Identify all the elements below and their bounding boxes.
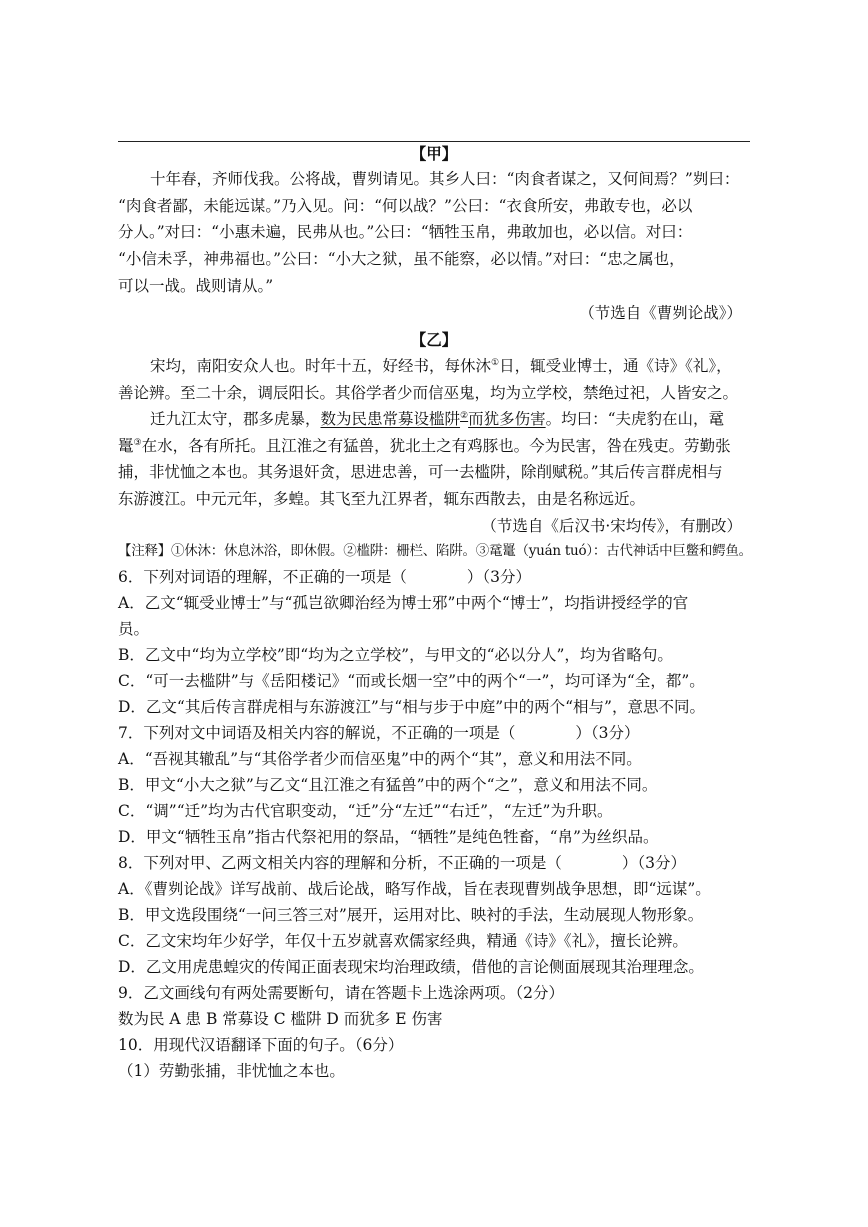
passage-jia-line-2: “肉食者鄙，未能远谋。”乃入见。问：“何以战？”公曰：“衣食所安，弗敢专也，必以 xyxy=(118,197,693,215)
question-10-stem: 10．用现代汉语翻译下面的句子。（6分） xyxy=(118,1036,404,1054)
passage-jia-line-5: 可以一战。战则请从。” xyxy=(118,277,274,295)
question-8-option-a: A．《曹刿论战》详写战前、战后论战，略写作战，旨在表现曹刿战争思想，即“远谋”。 xyxy=(118,880,711,898)
question-10-item-1: （1）劳勤张捕，非忧恤之本也。 xyxy=(118,1062,345,1080)
question-9-stem: 9．乙文画线句有两处需要断句，请在答题卡上选涂两项。（2分） xyxy=(118,984,564,1002)
question-7-option-c: C．“调”“迁”均为古代官职变动，“迁”分“左迁”“右迁”，“左迁”为升职。 xyxy=(118,802,613,820)
question-6-option-a-cont: 员。 xyxy=(118,620,150,638)
passage-yi-source: （节选自《后汉书·宋均传》，有删改） xyxy=(481,517,742,535)
question-6-option-c: C．“可一去槛阱”与《岳阳楼记》“而或长烟一空”中的两个“一”，均可译为“全，都”。 xyxy=(118,672,705,690)
passage-yi-title: 【乙】 xyxy=(410,330,458,349)
question-7-option-d: D．甲文“牺牲玉帛”指古代祭祀用的祭品，“牺牲”是纯色牲畜，“帛”为丝织品。 xyxy=(118,828,659,846)
question-8-stem: 8．下列对甲、乙两文相关内容的理解和分析，不正确的一项是（ ）（3分） xyxy=(118,854,686,872)
passage-yi-p2-line-2: 鼍③在水，各有所托。且江淮之有猛兽，犹北土之有鸡豚也。今为民害，咎在残吏。劳勤张 xyxy=(118,437,731,455)
question-6-stem: 6．下列对词语的理解，不正确的一项是（ ）（3分） xyxy=(118,568,531,586)
passage-yi-p1-line-2: 善论辨。至二十余，调辰阳长。其俗学者少而信巫鬼，均为立学校，禁绝过祀，人皆安之。 xyxy=(118,384,739,402)
question-8-option-d: D．乙文用虎患蝗灾的传闻正面表现宋均治理政绩，借他的言论侧面展现其治理理念。 xyxy=(118,958,704,976)
passage-yi-p2-line-4: 东游渡江。中元元年，多蝗。其飞至九江界者，辄东西散去，由是名称远近。 xyxy=(118,490,646,508)
question-7-option-b: B．甲文“小大之狱”与乙文“且江淮之有猛兽”中的两个“之”，意义和用法不同。 xyxy=(118,776,658,794)
passage-jia-line-4: “小信未孚，神弗福也。”公曰：“小大之狱，虽不能察，必以情。”对曰：“忠之属也， xyxy=(118,250,685,268)
underlined-sentence-part-2: 而犹多伤害 xyxy=(468,410,546,428)
passage-yi-p2-line-1: 迁九江太守，郡多虎暴，数为民患常募设槛阱②而犹多伤害。均曰：“夫虎豹在山，鼋 xyxy=(150,410,725,428)
underlined-sentence-part-1: 数为民患常募设槛阱 xyxy=(320,410,461,428)
passage-yi-p1-line-1: 宋均，南阳安众人也。时年十五，好经书，每休沐①日，辄受业博士，通《诗》《礼》， xyxy=(150,357,732,375)
question-8-option-c: C．乙文宋均年少好学，年仅十五岁就喜欢儒家经典，精通《诗》《礼》，擅长论辨。 xyxy=(118,932,688,950)
question-9-sentence: 数为民 A 患 B 常募设 C 槛阱 D 而犹多 E 伤害 xyxy=(118,1010,443,1028)
passage-jia-source: （节选自《曹刿论战》） xyxy=(579,304,742,322)
passage-jia-line-3: 分人。”对曰：“小惠未遍，民弗从也。”公曰：“牺牲玉帛，弗敢加也，必以信。对曰： xyxy=(118,223,693,241)
question-6-option-b: B．乙文中“均为立学校”即“均为之立学校”，与甲文的“必以分人”，均为省略句。 xyxy=(118,646,673,664)
question-7-stem: 7．下列对文中词语及相关内容的解说，不正确的一项是（ ）（3分） xyxy=(118,724,640,742)
footnote-marker-2: ② xyxy=(460,411,469,421)
question-8-option-b: B．甲文选段围绕“一问三答三对”展开，运用对比、映衬的手法，生动展现人物形象。 xyxy=(118,906,704,924)
question-6-option-a: A．乙文“辄受业博士”与“孤岂欲卿治经为博士邪”中两个“博士”，均指讲授经学的官 xyxy=(118,594,689,612)
passage-yi-p2-line-3: 捕，非忧恤之本也。其务退奸贪，思进忠善，可一去槛阱，除削赋税。”其后传言群虎相与 xyxy=(118,463,723,481)
footnote-marker-3: ③ xyxy=(133,438,142,448)
question-7-option-a: A．“吾视其辙乱”与“其俗学者少而信巫鬼”中的两个“其”，意义和用法不同。 xyxy=(118,750,642,768)
footnote-marker-1: ① xyxy=(491,358,500,368)
top-rule xyxy=(118,141,750,142)
passage-jia-line-1: 十年春，齐师伐我。公将战，曹刿请见。其乡人曰：“肉食者谋之，又何间焉？”刿曰： xyxy=(150,170,740,188)
annotation: 【注释】①休沐：休息沐浴，即休假。②槛阱：栅栏、陷阱。③鼋鼍（yuán tuó）：古代神话中巨鳖和鳄鱼。 xyxy=(118,543,752,559)
question-6-option-d: D．乙文“其后传言群虎相与东游渡江”与“相与步于中庭”中的两个“相与”，意思不同。 xyxy=(118,698,705,716)
passage-jia-title: 【甲】 xyxy=(410,144,458,163)
